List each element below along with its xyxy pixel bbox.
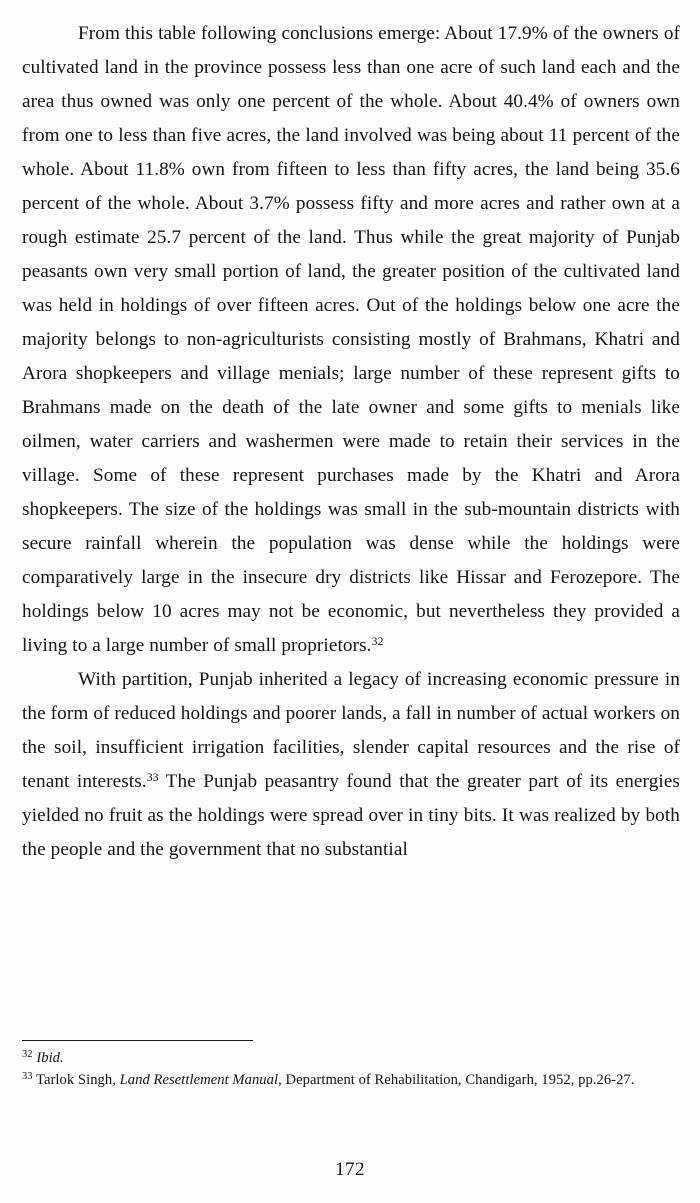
page-number: 172 bbox=[335, 1159, 365, 1180]
footnote-33-lead: Tarlok Singh, bbox=[32, 1071, 120, 1088]
paragraph-2-text-trail: The Punjab peasantry found that the greater part of its energies yielded no fruit as the holdings were spread over in tiny bits. It was realized by both the people and the government that no substantial bbox=[22, 771, 680, 860]
paragraph-2-text-lead: With partition, Punjab inherited a legacy of increasing economic pressure in the form of reduced holdings and poorer lands, a fall in number of actual workers on the soil, insufficient irrigation facilities, slender capital resources and the rise of tenant interests. bbox=[22, 669, 680, 792]
footnote-33-trail: , Department of Rehabilitation, Chandigarh, 1952, pp.26-27. bbox=[278, 1071, 635, 1088]
body-text-column bbox=[22, 17, 680, 867]
footnote-reference-32[interactable]: 32 bbox=[371, 633, 384, 648]
paragraph-1 bbox=[22, 17, 680, 663]
footnote-separator-rule bbox=[22, 1040, 253, 1041]
footnote-32-title: Ibid. bbox=[36, 1050, 64, 1066]
footnote-entry-33 bbox=[22, 1070, 680, 1092]
paragraph-1-text: From this table following conclusions emerge: About 17.9% of the owners of cultivated land in the province possess less than one acre of such land each and the area thus owned was only one percent of the whole. About 40.4% of owners own from one to less than five acres, the land involved was being about 11 percent of the whole. About 11.8% own from fifteen to less than fifty acres, the land being 35.6 percent of the whole. About 3.7% possess fifty and more acres and rather own at a rough estimate 25.7 percent of the land. Thus while the great majority of Punjab peasants own very small portion of land, the greater position of the cultivated land was held in holdings of over fifteen acres. Out of the holdings below one acre the majority belongs to non-agriculturists consisting mostly of Brahmans, Khatri and Arora shopkeepers and village menials; large number of these represent gifts to Brahmans made on the death of the late owner and some gifts to menials like oilmen, water carriers and washermen were made to retain their services in the village. Some of these represent purchases made by the Khatri and Arora shopkeepers. The size of the holdings was small in the sub-mountain districts with secure rainfall wherein the population was dense while the holdings were comparatively large in the insecure dry districts like Hissar and Ferozepore. The holdings below 10 acres may not be economic, but nevertheless they provided a living to a large number of small proprietors. bbox=[22, 23, 680, 656]
footnote-number-32: 32 bbox=[22, 1048, 33, 1060]
paragraph-2 bbox=[22, 663, 680, 867]
footnote-section bbox=[22, 1040, 680, 1091]
footnote-reference-33[interactable]: 33 bbox=[146, 769, 159, 784]
footnote-number-33: 33 bbox=[22, 1070, 33, 1082]
footnote-entry-32 bbox=[22, 1048, 680, 1070]
footnote-33-title: Land Resettlement Manual bbox=[119, 1071, 279, 1088]
